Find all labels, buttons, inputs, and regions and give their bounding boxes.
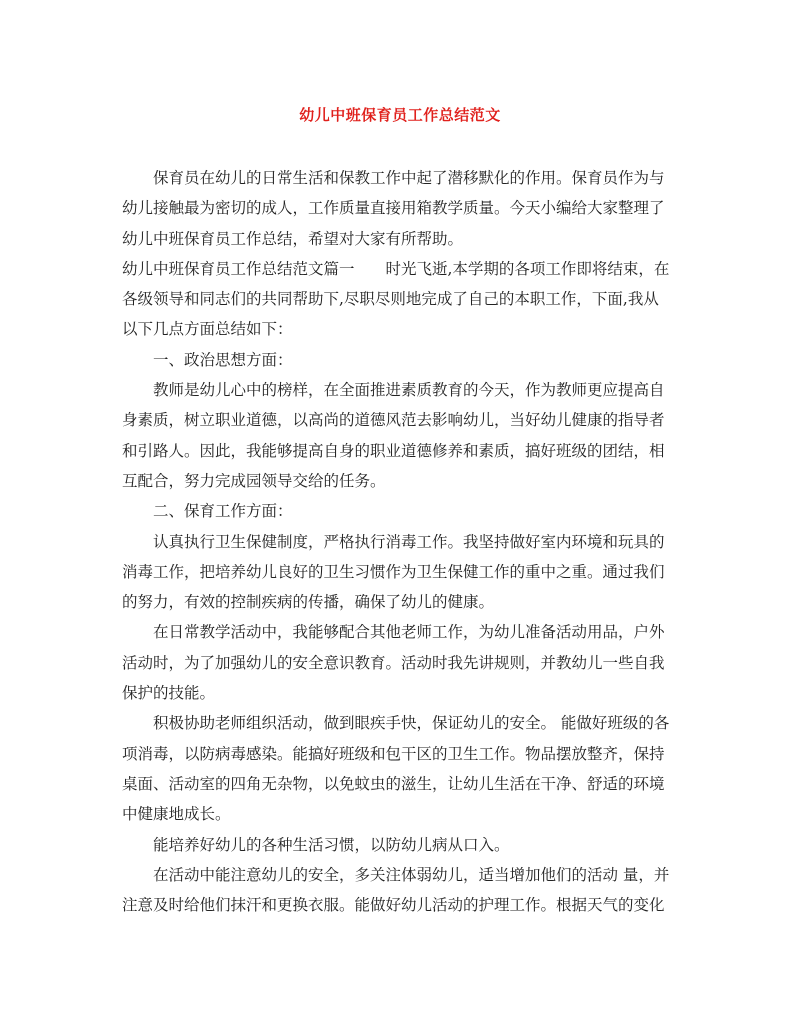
text-line: 注意及时给他们抹汗和更换衣服。能做好幼儿活动的护理工作。根据天气的变化 bbox=[122, 896, 665, 915]
text-line: 保育员在幼儿的日常生活和保教工作中起了潜移默化的作用。保育员作为与 bbox=[153, 169, 665, 187]
text-line: 二、保育工作方面： bbox=[153, 502, 293, 521]
text-line: 活动时，为了加强幼儿的安全意识教育。活动时我先讲规则，并教幼儿一些自我 bbox=[122, 653, 665, 672]
text-line: 幼儿中班保育员工作总结范文篇一 时光飞逝,本学期的各项工作即将结束，在 bbox=[122, 259, 670, 278]
text-line: 保护的技能。 bbox=[122, 684, 216, 703]
text-line: 和引路人。因此，我能够提高自身的职业道德修养和素质，搞好班级的团结，相 bbox=[122, 441, 665, 460]
text-line: 能培养好幼儿的各种生活习惯，以防幼儿病从口入。 bbox=[153, 835, 510, 854]
text-line: 互配合，努力完成园领导交给的任务。 bbox=[122, 471, 386, 490]
text-line: 教师是幼儿心中的榜样，在全面推进素质教育的今天，作为教师更应提高自 bbox=[153, 381, 665, 400]
text-line: 消毒工作，把培养幼儿良好的卫生习惯作为卫生保健工作的重中之重。通过我们 bbox=[122, 562, 665, 581]
document-title: 幼儿中班保育员工作总结范文 bbox=[299, 106, 501, 124]
text-line: 各级领导和同志们的共同帮助下,尽职尽则地完成了自己的本职工作，下面,我从 bbox=[122, 290, 659, 309]
text-line: 认真执行卫生保健制度，严格执行消毒工作。我坚持做好室内环境和玩具的 bbox=[153, 532, 665, 551]
text-line: 中健康地成长。 bbox=[122, 805, 231, 824]
text-line: 在活动中能注意幼儿的安全，多关注体弱幼儿，适当增加他们的活动 量，并 bbox=[153, 865, 670, 884]
text-line: 幼儿中班保育员工作总结，希望对大家有所帮助。 bbox=[122, 229, 464, 248]
text-line: 在日常教学活动中，我能够配合其他老师工作，为幼儿准备活动用品，户外 bbox=[153, 623, 665, 642]
text-line: 桌面、活动室的四角无杂物，以免蚊虫的滋生，让幼儿生活在干净、舒适的环境 bbox=[122, 774, 665, 793]
text-line: 幼儿接触最为密切的成人，工作质量直接用箱教学质量。今天小编给大家整理了 bbox=[122, 199, 665, 218]
text-line: 项消毒，以防病毒感染。能搞好班级和包干区的卫生工作。物品摆放整齐，保持 bbox=[122, 744, 665, 763]
text-line: 一、政治思想方面： bbox=[153, 350, 293, 369]
text-line: 以下几点方面总结如下： bbox=[122, 320, 293, 339]
text-line: 的努力，有效的控制疾病的传播，确保了幼儿的健康。 bbox=[122, 593, 495, 612]
document-body bbox=[122, 163, 682, 920]
text-line: 积极协助老师组织活动，做到眼疾手快，保证幼儿的安全。 能做好班级的各 bbox=[153, 714, 670, 733]
text-line: 身素质，树立职业道德，以高尚的道德风范去影响幼儿，当好幼儿健康的指导者 bbox=[122, 411, 665, 430]
